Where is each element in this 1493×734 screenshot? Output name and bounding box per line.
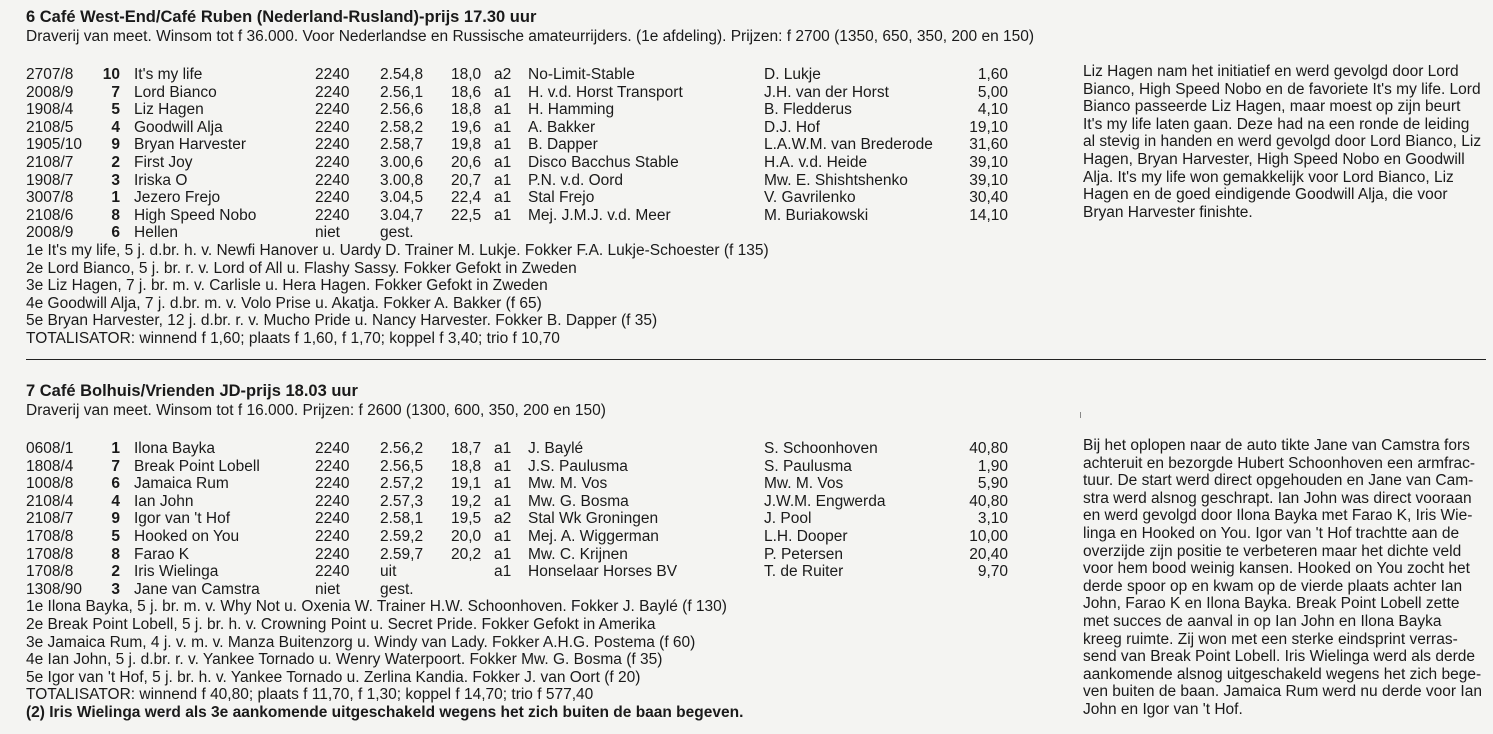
row-class: a1: [494, 492, 512, 510]
comment-line: Hagen, Bryan Harvester, High Speed Nobo en Goodwill: [1083, 150, 1465, 168]
comment-line: Bianco passeerde Liz Hagen, maar moest op zijn beurt: [1083, 98, 1461, 116]
row-date: 1908/4: [26, 101, 74, 119]
row-number: 5: [111, 527, 120, 545]
row-date: 1308/90: [26, 580, 83, 598]
row-horse: It's my life: [134, 66, 203, 83]
row-number: 1: [111, 189, 120, 207]
row-distance: 2240: [315, 492, 350, 510]
row-time: 2.59,7: [380, 545, 424, 563]
row-odds: 3,10: [977, 510, 1008, 528]
row-driver: J. Pool: [764, 510, 812, 528]
row-horse: Iris Wielinga: [134, 563, 219, 581]
row-horse: Jezero Frejo: [134, 189, 221, 207]
row-driver: J.W.M. Engwerda: [764, 492, 886, 510]
row-class: a1: [494, 171, 512, 189]
note-line: 2e Lord Bianco, 5 j. br. r. v. Lord of All u. Flashy Sassy. Fokker Gefokt in Zweden: [26, 259, 577, 277]
row-odds: 20,40: [969, 545, 1008, 563]
row-date: 1808/4: [26, 457, 74, 475]
comment-line: kreeg ruimte. Zij won met een sterke eindsprint verras-: [1083, 630, 1458, 648]
comment-line: Bianco, High Speed Nobo en de favoriete It's my life. Lord: [1083, 80, 1481, 98]
row-time: 3.04,5: [380, 189, 424, 207]
note-line: 4e Goodwill Alja, 7 j. d.br. m. v. Volo Prise u. Akatja. Fokker A. Bakker (f 65): [26, 294, 542, 312]
row-odds: 1,90: [977, 457, 1008, 475]
row-time: 2.58,7: [380, 136, 424, 154]
row-horse: Igor van 't Hof: [134, 510, 231, 528]
row-time: 2.57,2: [380, 475, 424, 493]
row-class: a2: [494, 510, 512, 528]
row-owner: Honselaar Horses BV: [528, 563, 678, 581]
row-number: 2: [111, 563, 120, 581]
race-6-title: 6 Café West-End/Café Ruben (Nederland-Rusland)-prijs 17.30 uur: [26, 8, 537, 26]
row-driver: Mw. M. Vos: [764, 475, 844, 493]
row-class: a1: [494, 545, 512, 563]
comment-line: Bryan Harvester finishte.: [1083, 203, 1253, 221]
row-km-time: 18,7: [451, 440, 482, 457]
row-number: 9: [111, 510, 120, 528]
row-time: 3.04,7: [380, 206, 424, 224]
row-distance: 2240: [315, 563, 350, 581]
comment-line: John en Igor van 't Hof.: [1083, 700, 1243, 718]
row-distance: 2240: [315, 101, 350, 119]
comment-line: Hagen en de goed eindigende Goodwill Alja, die voor: [1083, 186, 1448, 204]
row-owner: B. Dapper: [528, 136, 598, 154]
row-number: 5: [111, 101, 120, 119]
comment-line: al stevig in handen en werd gevolgd door Lord Bianco, Liz: [1083, 133, 1482, 151]
note-line: 3e Jamaica Rum, 4 j. v. m. v. Manza Buitenzorg u. Windy van Lady. Fokker A.H.G. Postema (f 60): [26, 633, 696, 651]
row-date: 1905/10: [26, 136, 83, 154]
comment-line: derde spoor op en kwam op de vierde plaats achter Ian: [1083, 577, 1463, 595]
row-horse: Ian John: [134, 492, 194, 510]
row-odds: 30,40: [969, 189, 1008, 207]
row-date: 1008/8: [26, 475, 74, 493]
row-time: 2.57,3: [380, 492, 424, 510]
row-horse: Lord Bianco: [134, 83, 217, 101]
row-time: 2.58,1: [380, 510, 424, 528]
row-owner: No-Limit-Stable: [528, 66, 635, 83]
row-odds: 14,10: [969, 206, 1008, 224]
row-driver: J.H. van der Horst: [764, 83, 889, 101]
row-km-time: 20,0: [451, 527, 482, 545]
row-class: a1: [494, 136, 512, 154]
row-horse: Liz Hagen: [134, 101, 204, 119]
row-number: 1: [111, 440, 120, 457]
race-6-notes: [26, 242, 1486, 348]
row-owner: Mej. A. Wiggerman: [528, 527, 659, 545]
row-km-time: 22,5: [451, 206, 482, 224]
row-owner: P.N. v.d. Oord: [528, 171, 624, 189]
row-class: a1: [494, 527, 512, 545]
row-time: 2.56,5: [380, 457, 424, 475]
race-7-subtitle: Draverij van meet. Winsom tot f 16.000. Prijzen: f 2600 (1300, 600, 350, 200 en 150): [26, 402, 606, 419]
row-date: 2707/8: [26, 66, 74, 83]
row-driver: S. Schoonhoven: [764, 440, 878, 457]
race-7-footnote: (2) Iris Wielinga werd als 3e aankomende uitgeschakeld wegens het zich buiten de baan begeven.: [26, 703, 744, 721]
row-driver: L.H. Dooper: [764, 527, 848, 545]
row-owner: Stal Wk Groningen: [528, 510, 659, 528]
row-class: a1: [494, 189, 512, 207]
row-km-time: 18,6: [451, 83, 482, 101]
row-driver: H.A. v.d. Heide: [764, 153, 868, 171]
comment-line: achteruit en bezorgde Hubert Schoonhoven een armfrac-: [1083, 454, 1476, 472]
row-date: 2108/7: [26, 153, 74, 171]
row-km-time: 18,0: [451, 66, 482, 83]
comment-line: tuur. De start werd direct opgehouden en Jane van Cam-: [1083, 472, 1474, 490]
row-odds: 40,80: [969, 440, 1008, 457]
row-driver: B. Fledderus: [764, 101, 852, 119]
row-distance: niet: [315, 224, 340, 242]
row-horse: Break Point Lobell: [134, 457, 260, 475]
row-class: a1: [494, 206, 512, 224]
row-date: 2108/6: [26, 206, 74, 224]
race-7-title: 7 Café Bolhuis/Vrienden JD-prijs 18.03 uur: [26, 382, 358, 400]
row-time: 2.56,1: [380, 83, 424, 101]
row-driver: P. Petersen: [764, 545, 843, 563]
row-class: a1: [494, 475, 512, 493]
row-horse: Goodwill Alja: [134, 118, 223, 136]
row-distance: 2240: [315, 153, 350, 171]
row-class: a1: [494, 101, 512, 119]
row-odds: 39,10: [969, 153, 1008, 171]
comment-line: en werd gevolgd door Ilona Bayka met Farao K, Iris Wie-: [1083, 507, 1473, 525]
row-horse: Hooked on You: [134, 527, 240, 545]
row-class: a1: [494, 563, 512, 581]
row-owner: H. v.d. Horst Transport: [528, 83, 683, 101]
row-number: 3: [111, 171, 120, 189]
note-line: 4e Ian John, 5 j. d.br. r. v. Yankee Tornado u. Wenry Waterpoort. Fokker Mw. G. Bosma (f 35): [26, 651, 663, 669]
comment-line: It's my life laten gaan. Deze had na een ronde de leiding: [1083, 115, 1470, 133]
row-date: 1708/8: [26, 527, 74, 545]
row-horse: Iriska O: [134, 171, 188, 189]
row-horse: Hellen: [134, 224, 178, 242]
row-km-time: 20,7: [451, 171, 482, 189]
row-km-time: 19,2: [451, 492, 482, 510]
note-line: 5e Igor van 't Hof, 5 j. br. h. v. Yankee Tornado u. Zerlina Kandia. Fokker J. van Oort (f 20): [26, 668, 641, 686]
row-class: a2: [494, 66, 512, 83]
row-number: 7: [111, 83, 120, 101]
row-number: 9: [111, 136, 120, 154]
row-class: a1: [494, 457, 512, 475]
row-number: 3: [111, 580, 120, 598]
row-odds: 5,90: [977, 475, 1008, 493]
row-odds: 10,00: [969, 527, 1008, 545]
comment-line: aankomende alsnog uitgeschakeld wegens het zich bege-: [1083, 665, 1482, 683]
section-divider: [26, 359, 1486, 360]
race-7-commentary: [1083, 437, 1493, 719]
result-row: [26, 224, 1486, 242]
row-km-time: 18,8: [451, 457, 482, 475]
row-driver: Mw. E. Shishtshenko: [764, 171, 908, 189]
row-km-time: 19,5: [451, 510, 482, 528]
row-owner: Disco Bacchus Stable: [528, 153, 679, 171]
row-driver: D.J. Hof: [764, 118, 820, 136]
race-7-section: [26, 382, 1486, 722]
row-date: 2108/5: [26, 118, 74, 136]
comment-line: voor hem bood weinig kansen. Hooked on You zocht het: [1083, 560, 1470, 578]
row-owner: Stal Frejo: [528, 189, 595, 207]
comment-line: Bij het oplopen naar de auto tikte Jane van Camstra fors: [1083, 437, 1470, 454]
row-distance: 2240: [315, 510, 350, 528]
row-distance: 2240: [315, 527, 350, 545]
note-line: 3e Liz Hagen, 7 j. br. m. v. Carlisle u. Hera Hagen. Fokker Gefokt in Zweden: [26, 277, 548, 295]
comment-line: overzijde zijn positie te verbeteren maar het dichte veld: [1083, 542, 1462, 560]
row-driver: L.A.W.M. van Brederode: [764, 136, 933, 154]
row-time: uit: [380, 563, 397, 581]
row-distance: 2240: [315, 83, 350, 101]
row-distance: 2240: [315, 171, 350, 189]
row-class: a1: [494, 440, 512, 457]
row-odds: 40,80: [969, 492, 1008, 510]
race-6-commentary: [1083, 63, 1493, 221]
row-number: 10: [102, 66, 120, 83]
note-line: 2e Break Point Lobell, 5 j. br. h. v. Crowning Point u. Secret Pride. Fokker Gefokt in Amerika: [26, 615, 656, 633]
row-distance: 2240: [315, 66, 350, 83]
row-distance: 2240: [315, 545, 350, 563]
row-time: 2.58,2: [380, 118, 424, 136]
row-number: 6: [111, 224, 120, 242]
row-distance: niet: [315, 580, 340, 598]
row-date: 0608/1: [26, 440, 74, 457]
row-km-time: 19,6: [451, 118, 482, 136]
row-date: 2108/7: [26, 510, 74, 528]
comment-line: met succes de aanval in op Ian John en Ilona Bayka: [1083, 612, 1442, 630]
race-6-section: [26, 8, 1486, 348]
row-owner: Mej. J.M.J. v.d. Meer: [528, 206, 671, 224]
row-distance: 2240: [315, 118, 350, 136]
row-km-time: 19,8: [451, 136, 482, 154]
row-number: 4: [111, 118, 120, 136]
row-horse: Bryan Harvester: [134, 136, 246, 154]
row-date: 3007/8: [26, 189, 74, 207]
row-owner: H. Hamming: [528, 101, 615, 119]
row-number: 7: [111, 457, 120, 475]
row-owner: A. Bakker: [528, 118, 596, 136]
row-date: 2008/9: [26, 83, 74, 101]
row-odds: 5,00: [977, 83, 1008, 101]
row-driver: D. Lukje: [764, 66, 821, 83]
row-km-time: 20,6: [451, 153, 482, 171]
row-date: 2108/4: [26, 492, 74, 510]
note-line: 1e Ilona Bayka, 5 j. br. m. v. Why Not u. Oxenia W. Trainer H.W. Schoonhoven. Fokker J. Baylé (f 130): [26, 598, 727, 616]
totalisator-line: TOTALISATOR: winnend f 40,80; plaats f 11,70, f 1,30; koppel f 14,70; trio f 577,40: [26, 686, 594, 704]
row-distance: 2240: [315, 189, 350, 207]
row-time: 2.54,8: [380, 66, 424, 83]
comment-line: linga en Hooked on You. Igor van 't Hof trachtte aan de: [1083, 524, 1460, 542]
row-distance: 2240: [315, 440, 350, 457]
row-owner: Mw. G. Bosma: [528, 492, 629, 510]
scan-mark: [1080, 412, 1081, 418]
row-owner: Mw. C. Krijnen: [528, 545, 628, 563]
row-driver: T. de Ruiter: [764, 563, 844, 581]
row-horse: Ilona Bayka: [134, 440, 215, 457]
row-odds: 9,70: [977, 563, 1008, 581]
row-odds: 4,10: [977, 101, 1008, 119]
comment-line: ven buiten de baan. Jamaica Rum werd nu derde voor Ian: [1083, 683, 1482, 701]
row-class: a1: [494, 153, 512, 171]
row-number: 8: [111, 545, 120, 563]
row-date: 1908/7: [26, 171, 74, 189]
row-km-time: 19,1: [451, 475, 482, 493]
row-time: gest.: [380, 224, 414, 242]
row-odds: 31,60: [969, 136, 1008, 154]
comment-line: John, Farao K en Ilona Bayka. Break Point Lobell zette: [1083, 595, 1460, 613]
row-time: 2.56,2: [380, 440, 424, 457]
row-driver: S. Paulusma: [764, 457, 852, 475]
row-horse: Farao K: [134, 545, 190, 563]
row-time: 2.59,2: [380, 527, 424, 545]
row-horse: Jane van Camstra: [134, 580, 260, 598]
row-owner: Mw. M. Vos: [528, 475, 608, 493]
row-distance: 2240: [315, 475, 350, 493]
race-6-subtitle: Draverij van meet. Winsom tot f 36.000. Voor Nederlandse en Russische amateurrijders. (1e afdeling). Prijzen: f 2700 (1350, 650, 350, 200 en 150): [26, 28, 1035, 45]
row-distance: 2240: [315, 457, 350, 475]
row-distance: 2240: [315, 206, 350, 224]
row-horse: First Joy: [134, 153, 193, 171]
comment-line: Alja. It's my life won gemakkelijk voor Lord Bianco, Liz: [1083, 168, 1454, 186]
row-odds: 1,60: [977, 66, 1008, 83]
row-time: gest.: [380, 580, 414, 598]
row-number: 6: [111, 475, 120, 493]
row-number: 4: [111, 492, 120, 510]
row-odds: 39,10: [969, 171, 1008, 189]
row-driver: M. Buriakowski: [764, 206, 869, 224]
comment-line: Liz Hagen nam het initiatief en werd gevolgd door Lord: [1083, 63, 1459, 80]
comment-line: stra werd alsnog geschrapt. Ian John was direct vooraan: [1083, 489, 1472, 507]
row-time: 3.00,6: [380, 153, 424, 171]
row-number: 2: [111, 153, 120, 171]
row-date: 1708/8: [26, 563, 74, 581]
row-km-time: 18,8: [451, 101, 482, 119]
row-horse: High Speed Nobo: [134, 206, 257, 224]
row-time: 2.56,6: [380, 101, 424, 119]
row-km-time: 20,2: [451, 545, 482, 563]
row-driver: V. Gavrilenko: [764, 189, 856, 207]
row-km-time: 22,4: [451, 189, 482, 207]
row-date: 1708/8: [26, 545, 74, 563]
comment-line: send van Break Point Lobell. Iris Wielinga werd als derde: [1083, 648, 1476, 666]
row-horse: Jamaica Rum: [134, 475, 229, 493]
note-line: 1e It's my life, 5 j. d.br. h. v. Newfi Hanover u. Uardy D. Trainer M. Lukje. Fokker F.A. Lukje-Schoester (f 135): [26, 241, 769, 259]
row-owner: J.S. Paulusma: [528, 457, 628, 475]
row-class: a1: [494, 118, 512, 136]
row-time: 3.00,8: [380, 171, 424, 189]
totalisator-line: TOTALISATOR: winnend f 1,60; plaats f 1,60, f 1,70; koppel f 3,40; trio f 10,70: [26, 329, 560, 347]
note-line: 5e Bryan Harvester, 12 j. d.br. r. v. Mucho Pride u. Nancy Harvester. Fokker B. Dapper (f 35): [26, 312, 658, 330]
row-number: 8: [111, 206, 120, 224]
row-class: a1: [494, 83, 512, 101]
row-odds: 19,10: [969, 118, 1008, 136]
row-distance: 2240: [315, 136, 350, 154]
row-owner: J. Baylé: [528, 440, 584, 457]
row-date: 2008/9: [26, 224, 74, 242]
